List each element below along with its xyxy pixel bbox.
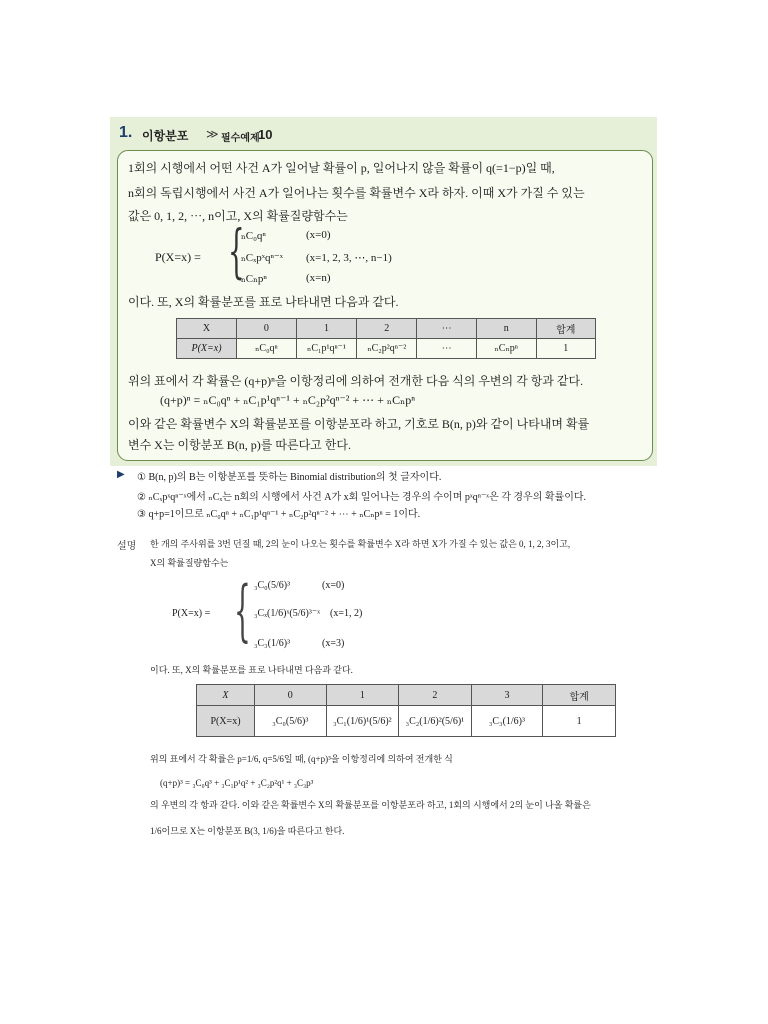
- pmf-case-expr: ₙCₙpⁿ: [241, 273, 267, 285]
- pmf-case-expr: ₃C₃(1/6)³: [254, 638, 291, 649]
- table-cell: ₙC₂p²qⁿ⁻²: [357, 339, 417, 359]
- explanation-line-6: 1/6이므로 X는 이항분포 B(3, 1/6)을 따른다고 한다.: [150, 826, 345, 836]
- example-distribution-table: [196, 684, 616, 737]
- note-item: ② ₙCₓpˣqⁿ⁻ˣ에서 ₙCₓ는 n회의 시행에서 사건 A가 x회 일어나는 경우의 수이며 pˣqⁿ⁻ˣ은 각 경우의 확률이다.: [137, 492, 587, 503]
- distribution-table: [176, 318, 596, 359]
- table-cell: ₙCₙpⁿ: [476, 339, 536, 359]
- explanation-label: 설명: [117, 541, 137, 552]
- table-cell: ₃C₀(5/6)³: [254, 706, 326, 737]
- pmf-lhs: P(X=x) =: [172, 608, 211, 619]
- table-cell: ₃C₁(1/6)¹(5/6)²: [326, 706, 399, 737]
- section-title: 이항분포: [142, 129, 189, 143]
- pmf-case-cond: (x=1, 2): [330, 608, 363, 619]
- explanation-line-2: X의 확률질량함수는: [150, 558, 229, 568]
- definition-line-2: n회의 독립시행에서 사건 A가 일어나는 횟수를 확률변수 X라 하자. 이때 X가 가질 수 있는: [128, 186, 585, 200]
- table-cell: X: [197, 685, 255, 706]
- table-header-row: [197, 685, 616, 706]
- definition-line-1: 1회의 시행에서 어떤 사건 A가 일어날 확률이 p, 일어나지 않을 확률이 q(=1−p)일 때,: [128, 161, 555, 175]
- note-item: ③ q+p=1이므로 ₙC₀qⁿ + ₙC₁p¹qⁿ⁻¹ + ₙC₂p²qⁿ⁻² + ⋯ + ₙCₙpⁿ = 1이다.: [137, 509, 421, 520]
- definition-line-4: 이다. 또, X의 확률분포를 표로 나타내면 다음과 같다.: [128, 295, 399, 309]
- section-number: 1.: [119, 124, 133, 141]
- pmf-case-cond: (x=n): [306, 272, 331, 284]
- table-cell: 1: [543, 706, 616, 737]
- table-cell: ₃C₃(1/6)³: [471, 706, 543, 737]
- pmf-case-expr: ₃Cₓ(1/6)ˣ(5/6)³⁻ˣ: [254, 608, 320, 619]
- table-cell: ₙC₁p¹qⁿ⁻¹: [296, 339, 356, 359]
- table-cell: ₙC₀qⁿ: [237, 339, 297, 359]
- definition-line-7: 변수 X는 이항분포 B(n, p)를 따른다고 한다.: [128, 438, 351, 452]
- pmf-case-cond: (x=0): [322, 580, 345, 591]
- table-cell: 1: [326, 685, 399, 706]
- table-cell: 0: [254, 685, 326, 706]
- table-row: [177, 339, 596, 359]
- triangle-marker-icon: ▶: [117, 469, 125, 480]
- table-cell: 1: [296, 319, 356, 339]
- table-cell: 합계: [543, 685, 616, 706]
- definition-line-6: 이와 같은 확률변수 X의 확률분포를 이항분포라 하고, 기호로 B(n, p)와 같이 나타내며 확률: [128, 417, 590, 431]
- table-cell: 합계: [536, 319, 595, 339]
- definition-line-3: 값은 0, 1, 2, ⋯, n이고, X의 확률질량함수는: [128, 209, 348, 223]
- table-row: [197, 706, 616, 737]
- table-cell: n: [476, 319, 536, 339]
- badge-number: 10: [258, 127, 273, 142]
- table-cell: 1: [536, 339, 595, 359]
- table-cell: P(X=x): [197, 706, 255, 737]
- brace-symbol: {: [228, 217, 245, 285]
- explanation-line-1: 한 개의 주사위를 3번 던질 때, 2의 눈이 나오는 횟수를 확률변수 X라 하면 X가 가질 수 있는 값은 0, 1, 2, 3이고,: [150, 539, 571, 549]
- table-cell: X: [177, 319, 237, 339]
- definition-line-5: 위의 표에서 각 확률은 (q+p)ⁿ을 이항정리에 의하여 전개한 다음 식의 우변의 각 항과 같다.: [128, 374, 584, 388]
- explanation-line-3: 이다. 또, X의 확률분포를 표로 나타내면 다음과 같다.: [150, 665, 353, 675]
- pmf-case-cond: (x=0): [306, 229, 331, 241]
- badge-label: 필수예제: [221, 133, 260, 144]
- explanation-line-4: 위의 표에서 각 확률은 p=1/6, q=5/6일 때, (q+p)³을 이항정리에 의하여 전개한 식: [150, 754, 453, 764]
- chevron-right-icon: ≫: [206, 127, 219, 141]
- pmf-case-expr: ₙCₓpˣqⁿ⁻ˣ: [241, 252, 283, 264]
- explanation-line-5: 의 우변의 각 항과 같다. 이와 같은 확률변수 X의 확률분포를 이항분포라 하고, 1회의 시행에서 2의 눈이 나올 확률은: [150, 800, 591, 810]
- definition-expansion: (q+p)ⁿ = ₙC₀qⁿ + ₙC₁p¹qⁿ⁻¹ + ₙC₂p²qⁿ⁻² + ⋯ + ₙCₙpⁿ: [160, 393, 416, 407]
- table-cell: 0: [237, 319, 297, 339]
- explanation-expansion: (q+p)³ = ₃C₀q³ + ₃C₁p¹q² + ₃C₂p²q¹ + ₃C₃p³: [160, 778, 314, 788]
- table-cell: ₃C₂(1/6)²(5/6)¹: [399, 706, 472, 737]
- table-cell: P(X=x): [177, 339, 237, 359]
- table-cell: 2: [357, 319, 417, 339]
- table-cell: 2: [399, 685, 472, 706]
- table-header-row: [177, 319, 596, 339]
- pmf-case-expr: ₃C₀(5/6)³: [254, 580, 291, 591]
- pmf-case-expr: ₙC₀qⁿ: [241, 230, 266, 242]
- pmf-case-cond: (x=3): [322, 638, 345, 649]
- note-item: ① B(n, p)의 B는 이항분포를 뜻하는 Binomial distribution의 첫 글자이다.: [137, 472, 442, 483]
- pmf-case-cond: (x=1, 2, 3, ⋯, n−1): [306, 252, 392, 264]
- pmf-lhs: P(X=x) =: [155, 250, 201, 264]
- table-cell: 3: [471, 685, 543, 706]
- table-cell: ⋯: [417, 319, 476, 339]
- table-cell: ⋯: [417, 339, 476, 359]
- brace-symbol: {: [234, 572, 251, 649]
